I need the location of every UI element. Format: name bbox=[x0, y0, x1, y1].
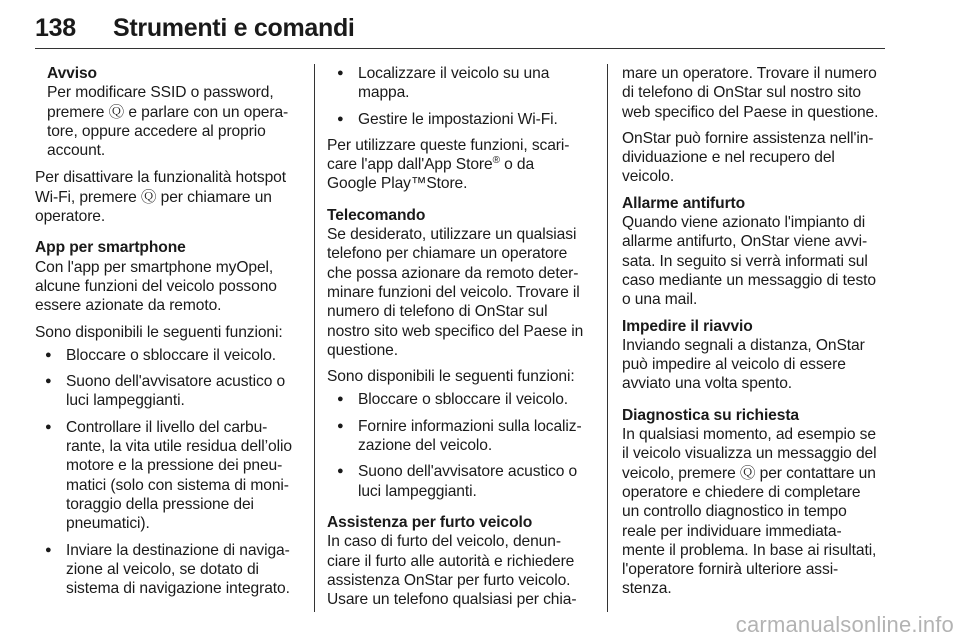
section-heading-restart: Impedire il riavvio bbox=[622, 317, 753, 335]
text-line: stenza. bbox=[622, 580, 672, 598]
text-line: zazione del veicolo. bbox=[358, 437, 493, 455]
paragraph-alarm bbox=[622, 213, 888, 309]
list-item bbox=[327, 462, 595, 501]
text-span: o da bbox=[499, 156, 535, 174]
text-line: web specifico del Paese in questione. bbox=[622, 103, 879, 121]
text-line: toraggio della pressione dei bbox=[66, 495, 254, 513]
text-line: Se desiderato, utilizzare un qualsiasi bbox=[327, 226, 577, 244]
text-line: mente il problema. In base ai risultati, bbox=[622, 541, 877, 559]
text-line: operatore. bbox=[35, 208, 106, 226]
watermark-link[interactable]: carmanualsonline.info bbox=[735, 612, 954, 637]
page-number: 138 bbox=[35, 14, 76, 42]
paragraph-theft bbox=[327, 532, 595, 609]
page-header bbox=[35, 14, 885, 54]
text-line: essere azionate da remoto. bbox=[35, 297, 222, 315]
text-line: di telefono di OnStar sul nostro sito bbox=[622, 84, 862, 102]
section-heading-alarm: Allarme antifurto bbox=[622, 194, 746, 212]
text-line: tore, oppure accedere al proprio bbox=[47, 122, 266, 140]
registered-mark: ® bbox=[492, 155, 500, 166]
text-line: può impedire al veicolo di essere bbox=[622, 356, 846, 374]
bullet-list-functions-2 bbox=[327, 390, 595, 500]
text-line: Wi-Fi, premere Ⓠ per chiamare un bbox=[35, 188, 272, 206]
paragraph-app-store bbox=[327, 136, 595, 194]
paragraph-telecomando bbox=[327, 225, 595, 360]
section-heading-theft: Assistenza per furto veicolo bbox=[327, 513, 533, 531]
paragraph-functions: Sono disponibili le seguenti funzioni: bbox=[35, 323, 283, 341]
text-line: Per modificare SSID o password, bbox=[47, 84, 274, 102]
list-item bbox=[35, 372, 303, 411]
text-line: ● Controllare il livello del carbu- bbox=[66, 418, 268, 436]
note-text bbox=[47, 83, 303, 160]
text-line: questione. bbox=[327, 341, 398, 359]
text-line: Per utilizzare queste funzioni, scari- bbox=[327, 136, 570, 154]
text-line: o una mail. bbox=[622, 291, 698, 309]
text-line: ● Suono dell'avvisatore acustico o bbox=[358, 463, 578, 481]
text-line: che possa azionare da remoto deter- bbox=[327, 264, 579, 282]
text-line: Con l'app per smartphone myOpel, bbox=[35, 258, 274, 276]
text-line: ● Localizzare il veicolo su una bbox=[358, 65, 550, 82]
text-line: luci lampeggianti. bbox=[358, 482, 477, 500]
text-line bbox=[327, 155, 595, 174]
text-line: pneumatici). bbox=[66, 515, 150, 533]
text-line: Per disattivare la funzionalità hotspot bbox=[35, 169, 286, 187]
text-line: alcune funzioni del veicolo possono bbox=[35, 277, 277, 295]
text-line: luci lampeggianti. bbox=[66, 392, 185, 410]
text-line: motore e la pressione dei pneu- bbox=[66, 457, 283, 475]
header-rule bbox=[35, 48, 885, 49]
text-line: ● Inviare la destinazione di naviga- bbox=[66, 541, 290, 559]
list-item bbox=[327, 390, 595, 409]
text-line: avviato una volta spento. bbox=[622, 375, 793, 393]
paragraph-theft-continued bbox=[622, 64, 888, 122]
text-line: In qualsiasi momento, ad esempio se bbox=[622, 426, 876, 444]
text-line: il veicolo visualizza un messaggio del bbox=[622, 445, 877, 463]
text-line: ● Bloccare o sbloccare il veicolo. bbox=[358, 391, 569, 409]
column-divider-1 bbox=[314, 64, 315, 612]
text-line: ciare il furto alle autorità e richiedere bbox=[327, 552, 575, 570]
text-line: rante, la vita utile residua dell’olio bbox=[66, 438, 292, 456]
note-box bbox=[47, 64, 303, 160]
text-line: Google Play™Store. bbox=[327, 175, 468, 193]
text-line: reale per individuare immediata- bbox=[622, 522, 842, 540]
text-line: OnStar può fornire assistenza nell'in- bbox=[622, 129, 874, 147]
text-line: account. bbox=[47, 142, 106, 160]
list-item bbox=[35, 346, 303, 365]
text-line: allarme antifurto, OnStar viene avvi- bbox=[622, 233, 868, 251]
text-line: ● Suono dell'avvisatore acustico o bbox=[66, 373, 286, 391]
paragraph-hotspot bbox=[35, 168, 303, 226]
list-item bbox=[327, 110, 595, 129]
paragraph-functions-2: Sono disponibili le seguenti funzioni: bbox=[327, 368, 575, 386]
text-line: mappa. bbox=[358, 84, 410, 102]
list-item bbox=[35, 541, 303, 599]
paragraph-diagnostics bbox=[622, 425, 888, 599]
bullet-list-continued bbox=[327, 64, 595, 129]
page-title: Strumenti e comandi bbox=[113, 14, 355, 42]
text-line: caso mediante un messaggio di testo bbox=[622, 271, 876, 289]
paragraph-onstar-help bbox=[622, 129, 888, 187]
note-heading: Avviso bbox=[47, 65, 97, 82]
text-line: nostro sito web specifico del Paese in bbox=[327, 322, 584, 340]
text-line: sistema di navigazione integrato. bbox=[66, 580, 290, 598]
text-line: sata. In seguito si verrà informati sul bbox=[622, 252, 868, 270]
text-line: veicolo, premere Ⓠ per contattare un bbox=[622, 464, 876, 482]
paragraph-app bbox=[35, 258, 303, 316]
text-line: veicolo. bbox=[622, 168, 675, 186]
list-item bbox=[327, 64, 595, 103]
text-line: zione al veicolo, se dotato di bbox=[66, 560, 259, 578]
text-line: Quando viene azionato l'impianto di bbox=[622, 214, 866, 232]
text-line: ● Fornire informazioni sulla localiz- bbox=[358, 417, 582, 435]
column-3 bbox=[622, 64, 888, 599]
text-line: In caso di furto del veicolo, denun- bbox=[327, 533, 561, 551]
text-line: matici (solo con sistema di moni- bbox=[66, 476, 289, 494]
text-span: care l'app dall'App Store bbox=[327, 156, 493, 174]
list-item bbox=[35, 418, 303, 534]
text-line: telefono per chiamare un operatore bbox=[327, 245, 568, 263]
text-line: operatore e chiedere di completare bbox=[622, 483, 861, 501]
section-heading-telecomando: Telecomando bbox=[327, 206, 426, 224]
text-line: ● Gestire le impostazioni Wi-Fi. bbox=[358, 110, 558, 128]
text-line: premere Ⓠ e parlare con un opera- bbox=[47, 103, 289, 121]
column-divider-2 bbox=[607, 64, 608, 612]
column-2 bbox=[327, 64, 595, 609]
paragraph-restart bbox=[622, 336, 888, 394]
bullet-list-functions bbox=[35, 346, 303, 599]
text-line: Usare un telefono qualsiasi per chia- bbox=[327, 591, 577, 609]
text-line: l'operatore fornirà ulteriore assi- bbox=[622, 561, 839, 579]
section-heading-app: App per smartphone bbox=[35, 239, 186, 257]
text-line: minare funzioni del veicolo. Trovare il bbox=[327, 283, 580, 301]
text-line: numero di telefono di OnStar sul bbox=[327, 303, 548, 321]
text-line: assistenza OnStar per furto veicolo. bbox=[327, 571, 571, 589]
text-line: ● Bloccare o sbloccare il veicolo. bbox=[66, 346, 277, 364]
text-line: un controllo diagnostico in tempo bbox=[622, 503, 847, 521]
list-item bbox=[327, 417, 595, 456]
text-line: mare un operatore. Trovare il numero bbox=[622, 65, 877, 82]
column-1 bbox=[35, 64, 303, 605]
section-heading-diagnostics: Diagnostica su richiesta bbox=[622, 406, 799, 424]
text-line: dividuazione e nel recupero del bbox=[622, 149, 835, 167]
text-line: Inviando segnali a distanza, OnStar bbox=[622, 336, 865, 354]
